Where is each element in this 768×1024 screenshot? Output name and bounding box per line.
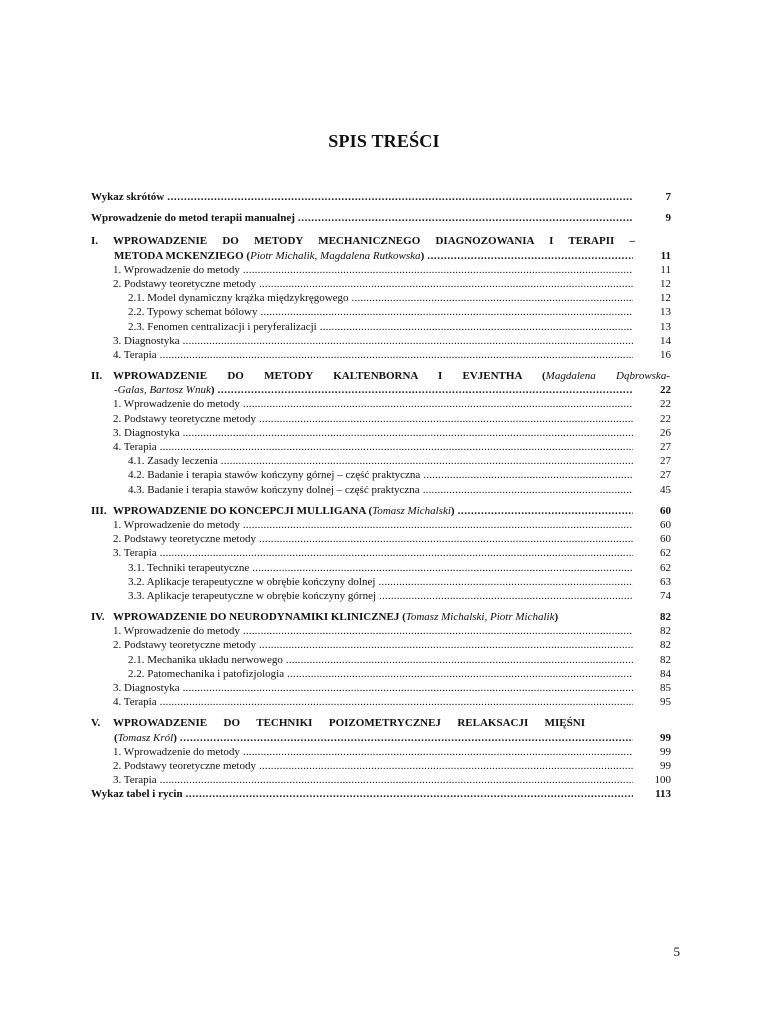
toc-item-label: 2.1. Mechanika układu nerwowego [128, 653, 283, 666]
toc-item-label: 2.1. Model dynamiczny krążka międzykręgowego [128, 292, 349, 305]
chapter-title: WPROWADZENIE DO METODY MECHANICZNEGO DIAGNOZOWANIA I TERAPII – [113, 235, 635, 248]
chapter-5-heading-line-2[interactable] [91, 731, 671, 745]
leader-dots [259, 532, 633, 546]
leader-dots [180, 731, 633, 745]
leader-dots [423, 468, 633, 482]
toc-item[interactable] [91, 291, 671, 305]
leader-dots [183, 426, 633, 440]
toc-page-number: 113 [655, 788, 671, 801]
toc-item[interactable] [91, 773, 671, 787]
chapter-5-heading-line-1[interactable] [91, 716, 671, 730]
leader-dots [221, 454, 633, 468]
toc-item[interactable] [91, 518, 671, 532]
toc-item[interactable] [91, 426, 671, 440]
toc-item[interactable] [91, 681, 671, 695]
toc-entry-tables-figures[interactable] [91, 787, 671, 801]
toc-item[interactable] [91, 440, 671, 454]
leader-dots [160, 440, 633, 454]
toc-item[interactable] [91, 653, 671, 667]
toc-item[interactable] [91, 397, 671, 411]
toc-page-number: 12 [660, 292, 671, 305]
leader-dots [423, 483, 633, 497]
toc-item-label: 2.2. Typowy schemat bólowy [128, 306, 258, 319]
toc-item-label: 1. Wprowadzenie do metody [113, 398, 240, 411]
toc-item[interactable] [91, 561, 671, 575]
toc-entry-abbreviations[interactable] [91, 190, 671, 204]
toc-item[interactable] [91, 454, 671, 468]
toc-page-number: 60 [660, 533, 671, 546]
chapter-title: WPROWADZENIE DO NEURODYNAMIKI KLINICZNEJ ( [113, 611, 406, 624]
leader-dots [352, 291, 633, 305]
toc-page-number: 45 [660, 483, 671, 496]
open-paren: ( [114, 731, 118, 744]
toc-page-number: 63 [660, 575, 671, 588]
toc-item-label: 3. Terapia [113, 774, 157, 787]
toc-page-number: 13 [660, 306, 671, 319]
chapter-authors: Tomasz Michalski [372, 504, 451, 517]
toc-page-number: 22 [660, 384, 671, 397]
toc-item-label: 2. Podstawy teoretyczne metody [113, 759, 256, 772]
toc-item-label: 4. Terapia [113, 441, 157, 453]
leader-dots [218, 383, 633, 397]
chapter-number: IV. [91, 611, 105, 624]
toc-page-number: 62 [660, 561, 671, 574]
toc-item-label: 2.3. Fenomen centralizacji i peryferalizacji [128, 320, 317, 333]
chapter-number: II. [91, 370, 103, 383]
toc-page-number: 95 [660, 696, 671, 709]
toc-entry-label: Wykaz tabel i rycin [91, 788, 183, 801]
toc-page-number: 11 [660, 249, 671, 262]
toc-entry-label: Wykaz skrótów [91, 191, 165, 203]
toc-item-label: 4.2. Badanie i terapia stawów kończyny górnej – część praktyczna [128, 469, 421, 482]
toc-item-label: 1. Wprowadzenie do metody [113, 263, 240, 276]
table-of-contents [91, 190, 671, 802]
leader-dots [243, 263, 633, 277]
toc-item[interactable] [91, 624, 671, 638]
toc-page-number: 26 [660, 426, 671, 439]
leader-dots [167, 190, 633, 204]
leader-dots [298, 211, 633, 225]
chapter-number: III. [91, 504, 107, 517]
toc-item-label: 2. Podstawy teoretyczne metody [113, 639, 256, 652]
toc-page-number: 27 [660, 469, 671, 482]
toc-page-number: 13 [660, 320, 671, 333]
leader-dots [259, 759, 633, 773]
toc-page-number: 85 [660, 682, 671, 694]
toc-item[interactable] [91, 695, 671, 709]
toc-item-label: 2. Podstawy teoretyczne metody [113, 412, 256, 425]
toc-page-number: 99 [660, 759, 671, 772]
toc-page-number: 82 [660, 611, 671, 624]
leader-dots [243, 624, 633, 638]
toc-item[interactable] [91, 575, 671, 589]
toc-item-label: 1. Wprowadzenie do metody [113, 625, 240, 638]
toc-item-label: 3.2. Aplikacje terapeutyczne w obrębie kończyny dolnej [128, 575, 376, 588]
toc-item-label: 3.3. Aplikacje terapeutyczne w obrębie kończyny górnej [128, 589, 377, 602]
chapter-2-heading-line-1[interactable] [91, 369, 671, 383]
leader-dots [261, 305, 634, 319]
chapter-number: I. [91, 235, 99, 248]
toc-page-number: 7 [665, 191, 671, 203]
toc-item-label: 3. Diagnostyka [113, 426, 180, 439]
chapter-authors: Tomasz Król [117, 731, 174, 744]
toc-item-label: 2. Podstawy teoretyczne metody [113, 277, 256, 290]
toc-item-label: 3. Terapia [113, 547, 157, 560]
chapter-1-heading-line-2[interactable] [91, 249, 671, 263]
leader-dots [320, 320, 633, 334]
leader-dots [458, 504, 633, 518]
chapter-title: WPROWADZENIE DO TECHNIKI POIZOMETRYCZNEJ RELAKSACJI MIĘŚNI [113, 717, 585, 730]
toc-item[interactable] [91, 546, 671, 560]
chapter-2-heading-line-2[interactable] [91, 383, 671, 397]
leader-dots [186, 787, 633, 801]
chapter-title-text: WPROWADZENIE DO METODY KALTENBORNA I EVJENTHA ( [113, 370, 546, 383]
toc-item[interactable] [91, 667, 671, 681]
toc-page-number: 99 [660, 745, 671, 758]
leader-dots [243, 397, 633, 411]
toc-item[interactable] [91, 263, 671, 277]
leader-dots [259, 277, 633, 291]
toc-page-number: 60 [660, 518, 671, 531]
leader-dots [160, 695, 633, 709]
toc-page-number: 60 [660, 504, 671, 517]
toc-page-number: 14 [660, 334, 671, 347]
toc-item[interactable] [91, 759, 671, 773]
toc-item-label: 4.3. Badanie i terapia stawów kończyny dolnej – część praktyczna [128, 483, 420, 496]
leader-dots [378, 575, 633, 589]
leader-dots [427, 249, 633, 263]
chapter-authors: Piotr Michalik, Magdalena Rutkowska [250, 249, 421, 262]
leader-dots [243, 518, 633, 532]
toc-item-label: 3. Diagnostyka [113, 682, 180, 694]
toc-item-label: 4. Terapia [113, 696, 157, 709]
toc-page-number: 82 [660, 653, 671, 666]
toc-entry-introduction[interactable] [91, 211, 671, 225]
toc-item[interactable] [91, 483, 671, 497]
toc-item[interactable] [91, 638, 671, 652]
chapter-authors: Tomasz Michalski, Piotr Michalik [405, 611, 555, 624]
toc-page-number: 100 [654, 774, 671, 787]
leader-dots [287, 667, 633, 681]
leader-dots [160, 348, 633, 362]
toc-item[interactable] [91, 334, 671, 348]
toc-page-number: 22 [660, 412, 671, 425]
leader-dots [259, 638, 633, 652]
toc-item[interactable] [91, 412, 671, 426]
chapter-authors-continued: -Galas, Bartosz Wnuk [114, 384, 211, 397]
toc-page-number: 62 [660, 547, 671, 560]
chapter-authors: Magdalena Dąbrowska- [545, 370, 670, 383]
toc-item[interactable] [91, 745, 671, 759]
chapter-title [113, 369, 671, 383]
leader-dots [183, 334, 633, 348]
toc-page-number: 27 [660, 455, 671, 468]
leader-dots [160, 546, 633, 560]
toc-item[interactable] [91, 320, 671, 334]
toc-item-label: 3.1. Techniki terapeutyczne [128, 561, 250, 574]
toc-page-number: 74 [660, 589, 671, 602]
close-paren: ) [554, 611, 559, 624]
toc-page-number: 82 [660, 639, 671, 652]
toc-page-number: 27 [660, 441, 671, 453]
close-paren: ) [450, 504, 455, 517]
leader-dots [379, 589, 633, 603]
toc-page-number: 84 [660, 667, 671, 680]
toc-item[interactable] [91, 532, 671, 546]
toc-item[interactable] [91, 277, 671, 291]
leader-dots [183, 681, 633, 695]
chapter-3-heading[interactable] [91, 504, 671, 518]
toc-item[interactable] [91, 305, 671, 319]
leader-dots [259, 412, 633, 426]
toc-page-number: 16 [660, 348, 671, 361]
toc-page-number: 82 [660, 625, 671, 638]
toc-item[interactable] [91, 348, 671, 362]
toc-item-label: 3. Diagnostyka [113, 334, 180, 347]
toc-item-label: 2.2. Patomechanika i patofizjologia [128, 667, 285, 680]
toc-page-number: 12 [660, 277, 671, 290]
toc-entry-label: Wprowadzenie do metod terapii manualnej [91, 212, 295, 225]
leader-dots [160, 773, 633, 787]
page-number: 5 [673, 944, 680, 959]
chapter-title: WPROWADZENIE DO KONCEPCJI MULLIGANA ( [113, 504, 373, 517]
toc-item-label: 4. Terapia [113, 348, 157, 361]
chapter-number: V. [91, 717, 101, 730]
toc-item-label: 1. Wprowadzenie do metody [113, 518, 240, 531]
page-title: SPIS TREŚCI [328, 131, 440, 151]
close-paren: ) [420, 249, 425, 262]
toc-item-label: 1. Wprowadzenie do metody [113, 745, 240, 758]
close-paren: ) [173, 731, 177, 744]
toc-item[interactable] [91, 468, 671, 482]
toc-page-number: 22 [660, 398, 671, 411]
toc-page-number: 99 [660, 731, 671, 744]
leader-dots [252, 561, 633, 575]
close-paren: ) [210, 384, 215, 397]
chapter-1-heading-line-1[interactable] [91, 234, 671, 248]
leader-dots [286, 653, 633, 667]
toc-item[interactable] [91, 589, 671, 603]
chapter-4-heading[interactable] [91, 610, 671, 624]
toc-item-label: 4.1. Zasady leczenia [128, 455, 218, 468]
toc-page-number: 9 [665, 212, 671, 225]
toc-page-number: 11 [660, 263, 671, 276]
chapter-title-continued: METODA MCKENZIEGO ( [114, 249, 251, 262]
leader-dots [243, 745, 633, 759]
toc-item-label: 2. Podstawy teoretyczne metody [113, 533, 256, 546]
